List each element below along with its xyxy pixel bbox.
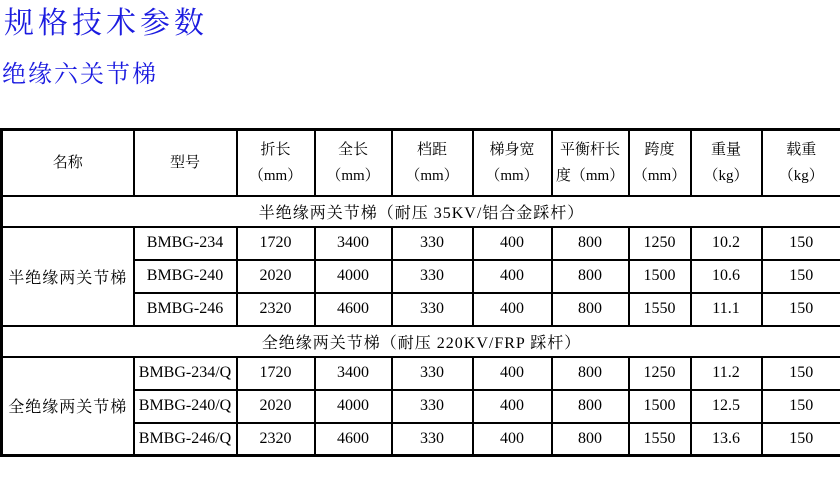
header-balance-pole-length-unit: 度（mm） (555, 167, 625, 184)
value-cell: 2320 (237, 423, 315, 456)
value-cell: 2020 (237, 390, 315, 423)
value-cell: 2320 (237, 293, 315, 326)
value-cell: 330 (392, 293, 473, 326)
page-title: 规格技术参数 (4, 7, 208, 40)
section-banner-semi-insulated: 半绝缘两关节梯（耐压 35KV/铝合金踩杆） (2, 196, 840, 227)
value-cell: 150 (762, 293, 840, 326)
value-cell: 150 (762, 357, 840, 390)
header-balance-pole-length-label: 平衡杆长 (559, 141, 620, 158)
value-cell: 4000 (315, 390, 392, 423)
header-span-label: 跨度 (644, 141, 675, 158)
value-cell: 400 (473, 293, 552, 326)
header-weight (691, 130, 762, 196)
header-balance-pole-length (552, 130, 629, 196)
value-cell: 11.2 (691, 357, 762, 390)
header-name (2, 130, 134, 196)
value-cell: 1550 (629, 293, 691, 326)
value-cell: 800 (552, 423, 629, 456)
value-cell: 4000 (315, 260, 392, 293)
value-cell: 800 (552, 260, 629, 293)
header-model-label: 型号 (169, 154, 200, 171)
header-name-label: 名称 (52, 154, 83, 171)
value-cell: 10.6 (691, 260, 762, 293)
value-cell: 330 (392, 227, 473, 260)
header-load-unit: （kg） (778, 167, 824, 184)
model-cell: BMBG-234/Q (134, 357, 237, 390)
header-weight-unit: （kg） (703, 167, 749, 184)
table-row (2, 357, 840, 390)
model-cell: BMBG-246 (134, 293, 237, 326)
group-name-cell: 半绝缘两关节梯 (2, 227, 134, 326)
value-cell: 800 (552, 227, 629, 260)
header-folded-length-label: 折长 (260, 141, 291, 158)
header-full-length-label: 全长 (337, 141, 368, 158)
value-cell: 1720 (237, 227, 315, 260)
value-cell: 1550 (629, 423, 691, 456)
header-ladder-width (473, 130, 552, 196)
value-cell: 4600 (315, 423, 392, 456)
value-cell: 330 (392, 357, 473, 390)
value-cell: 1500 (629, 260, 691, 293)
value-cell: 150 (762, 260, 840, 293)
value-cell: 1500 (629, 390, 691, 423)
value-cell: 150 (762, 423, 840, 456)
model-cell: BMBG-240/Q (134, 390, 237, 423)
value-cell: 1720 (237, 357, 315, 390)
table-row (2, 227, 840, 260)
header-rung-spacing-label: 档距 (416, 141, 447, 158)
header-full-length-unit: （mm） (326, 167, 380, 184)
section-banner-fully-insulated: 全绝缘两关节梯（耐压 220KV/FRP 踩杆） (2, 326, 840, 357)
model-cell: BMBG-246/Q (134, 423, 237, 456)
header-load (762, 130, 840, 196)
model-cell: BMBG-234 (134, 227, 237, 260)
value-cell: 330 (392, 260, 473, 293)
value-cell: 330 (392, 390, 473, 423)
page-subtitle: 绝缘六关节梯 (2, 61, 158, 88)
header-weight-label: 重量 (710, 141, 741, 158)
header-load-label: 载重 (786, 141, 817, 158)
header-ladder-width-label: 梯身宽 (489, 141, 535, 158)
header-rung-spacing-unit: （mm） (405, 167, 459, 184)
value-cell: 11.1 (691, 293, 762, 326)
header-folded-length (237, 130, 315, 196)
table-header-row (2, 130, 840, 196)
header-rung-spacing (392, 130, 473, 196)
header-ladder-width-unit: （mm） (485, 167, 539, 184)
value-cell: 800 (552, 357, 629, 390)
value-cell: 13.6 (691, 423, 762, 456)
value-cell: 3400 (315, 227, 392, 260)
value-cell: 400 (473, 260, 552, 293)
value-cell: 400 (473, 357, 552, 390)
value-cell: 1250 (629, 357, 691, 390)
header-full-length (315, 130, 392, 196)
value-cell: 150 (762, 227, 840, 260)
spec-table (0, 128, 840, 457)
value-cell: 330 (392, 423, 473, 456)
value-cell: 150 (762, 390, 840, 423)
section-banner-row (2, 196, 840, 227)
value-cell: 3400 (315, 357, 392, 390)
value-cell: 800 (552, 293, 629, 326)
value-cell: 12.5 (691, 390, 762, 423)
value-cell: 400 (473, 227, 552, 260)
value-cell: 10.2 (691, 227, 762, 260)
value-cell: 4600 (315, 293, 392, 326)
header-model (134, 130, 237, 196)
header-span-unit: （mm） (632, 167, 687, 184)
value-cell: 400 (473, 423, 552, 456)
group-name-cell: 全绝缘两关节梯 (2, 357, 134, 456)
value-cell: 400 (473, 390, 552, 423)
header-span (629, 130, 691, 196)
model-cell: BMBG-240 (134, 260, 237, 293)
header-folded-length-unit: （mm） (248, 167, 303, 184)
value-cell: 800 (552, 390, 629, 423)
value-cell: 2020 (237, 260, 315, 293)
section-banner-row (2, 326, 840, 357)
value-cell: 1250 (629, 227, 691, 260)
